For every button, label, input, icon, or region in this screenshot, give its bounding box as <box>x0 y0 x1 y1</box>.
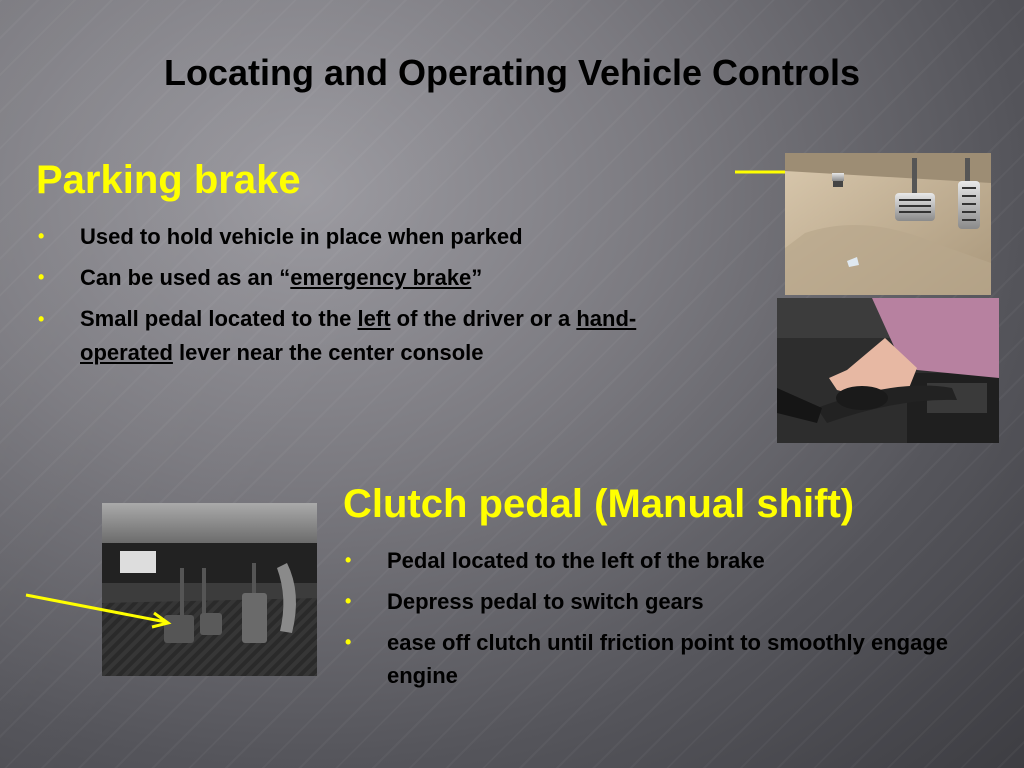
hand-brake-illustration <box>777 298 999 443</box>
list-item <box>343 585 973 618</box>
bullet-text-prefix: Small pedal located to the <box>80 306 358 331</box>
arrow-icon <box>24 590 174 630</box>
list-item <box>36 220 676 253</box>
bullet-icon: • <box>345 591 352 611</box>
bullet-text-suffix: ” <box>471 265 483 290</box>
bullet-text-prefix: Can be used as an “ <box>80 265 291 290</box>
bullet-text: Depress pedal to switch gears <box>387 589 704 614</box>
bullet-text-suffix: lever near the center console <box>172 340 484 365</box>
list-item <box>343 626 973 692</box>
bullet-text: Pedal located to the left of the brake <box>387 548 765 573</box>
hand-operated-underlined-text: hand-operated <box>80 306 637 365</box>
bullet-icon: • <box>38 267 45 287</box>
clutch-pedal-heading: Clutch pedal (Manual shift) <box>343 482 855 526</box>
list-item <box>36 261 676 294</box>
pedals-photo <box>785 153 991 295</box>
hand-brake-photo <box>777 298 999 443</box>
parking-brake-heading: Parking brake <box>36 158 301 202</box>
bullet-icon: • <box>38 226 45 246</box>
bullet-icon: • <box>345 632 352 652</box>
bullet-text: ease off clutch until friction point to smoothly engage engine <box>387 630 949 688</box>
emergency-brake-link[interactable]: emergency brake <box>290 265 472 290</box>
bullet-icon: • <box>345 550 352 570</box>
list-item <box>36 302 676 370</box>
pedals-illustration <box>785 153 991 295</box>
parking-brake-bullet-list <box>36 220 676 378</box>
bullet-text-middle: of the driver or a <box>390 306 577 331</box>
clutch-bullet-list <box>343 544 973 700</box>
slide-title: Locating and Operating Vehicle Controls <box>163 52 861 93</box>
left-underlined-text: left <box>357 306 391 331</box>
list-item <box>343 544 973 577</box>
bullet-icon: • <box>38 309 45 329</box>
bullet-text: Used to hold vehicle in place when parked <box>80 224 523 249</box>
